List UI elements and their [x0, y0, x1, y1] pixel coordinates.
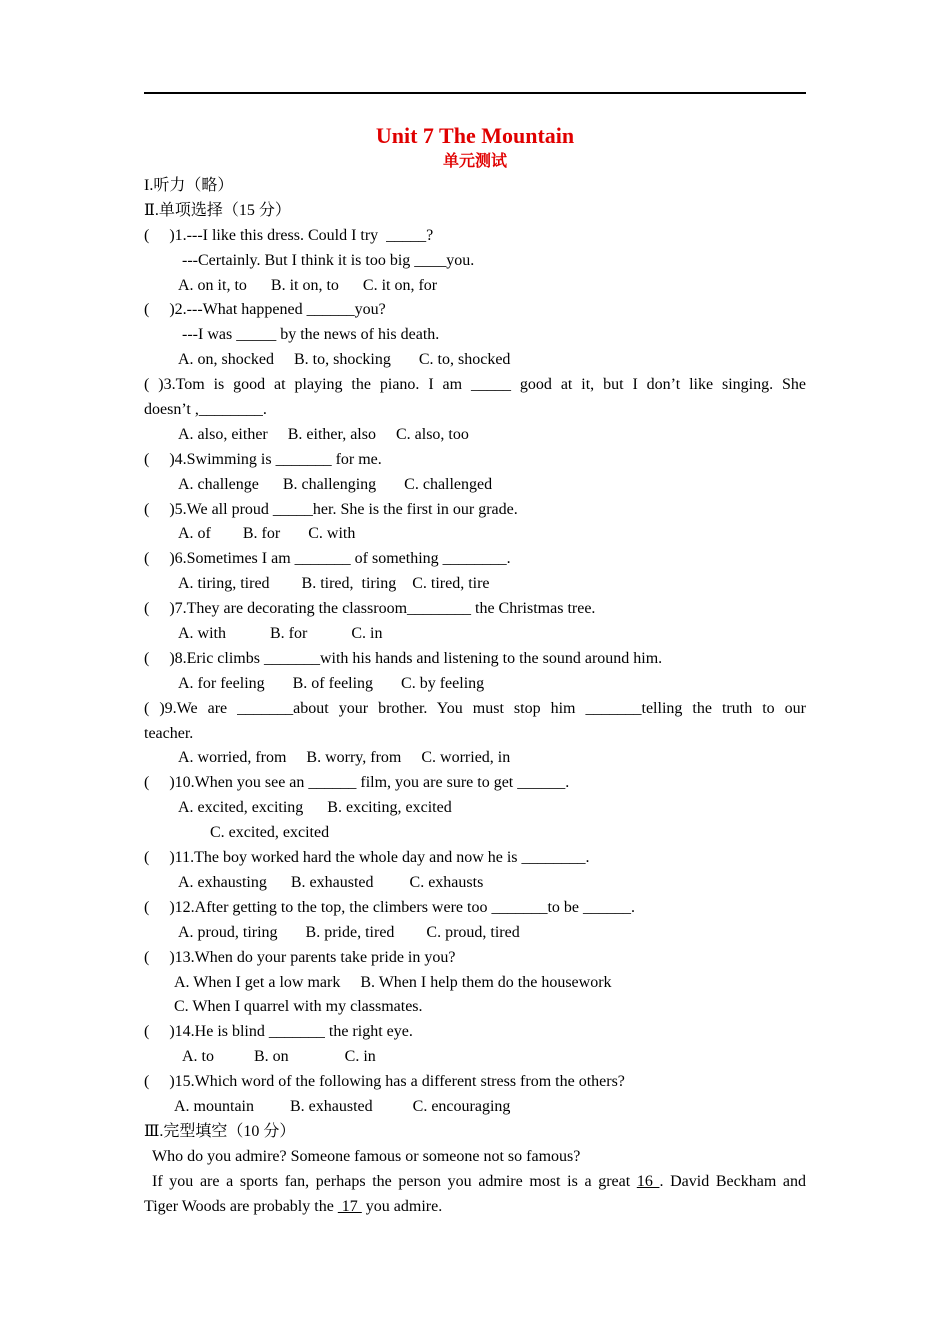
question-10-options-c: C. excited, excited [210, 824, 330, 842]
question-5-stem: ( )5.We all proud _____her. She is the first in our grade. [144, 500, 518, 518]
question-8-stem: ( )8.Eric climbs _______with his hands and listening to the sound around him. [144, 649, 663, 667]
question-13-options-c: C. When I quarrel with my classmates. [174, 998, 423, 1016]
question-3-stem-cont: doesn’t ,________. [144, 401, 267, 419]
question-14-stem: ( )14.He is blind _______ the right eye. [144, 1023, 413, 1041]
question-11-stem: ( )11.The boy worked hard the whole day and now he is ________. [144, 849, 590, 867]
question-4-stem: ( )4.Swimming is _______ for me. [144, 450, 382, 468]
page-subtitle: 单元测试 [442, 153, 507, 170]
question-10-options-ab: A. excited, exciting B. exciting, excited [178, 799, 452, 817]
question-12-stem: ( )12.After getting to the top, the climbers were too _______to be ______. [144, 898, 636, 916]
cloze-text: If you are a sports fan, perhaps the person you admire most is a great [152, 1172, 637, 1190]
question-15-options: A. mountain B. exhausted C. encouraging [174, 1097, 511, 1115]
exam-content [144, 174, 806, 1219]
question-11-options: A. exhausting B. exhausted C. exhausts [178, 873, 484, 891]
header-rule [144, 92, 806, 94]
question-3-options: A. also, either B. either, also C. also, too [178, 425, 469, 443]
section-multiple-choice: Ⅱ.单项选择（15 分） [144, 201, 291, 219]
page-title: Unit 7 The Mountain [375, 123, 575, 148]
question-6-stem: ( )6.Sometimes I am _______ of something ________. [144, 550, 511, 568]
question-2-stem: ( )2.---What happened ______you? [144, 301, 386, 319]
question-1-stem: ( )1.---I like this dress. Could I try _____? [144, 226, 434, 244]
question-8-options: A. for feeling B. of feeling C. by feeling [178, 674, 485, 692]
blank-16: 16 [636, 1172, 660, 1190]
question-1-options: A. on it, to B. it on, to C. it on, for [178, 276, 438, 294]
question-3-stem: ( )3.Tom is good at playing the piano. I am _____ good at it, but I don’t like singing. She [144, 376, 806, 394]
question-1-reply: ---Certainly. But I think it is too big ____you. [182, 251, 475, 269]
question-9-options: A. worried, from B. worry, from C. worried, in [178, 749, 511, 767]
question-12-options: A. proud, tiring B. pride, tired C. proud, tired [178, 923, 520, 941]
question-14-options: A. to B. on C. in [182, 1048, 376, 1066]
cloze-paragraph-line-3 [144, 1195, 806, 1220]
question-2-reply: ---I was _____ by the news of his death. [182, 326, 440, 344]
question-2-options: A. on, shocked B. to, shocking C. to, shocked [178, 351, 511, 369]
cloze-text: Tiger Woods are probably the [144, 1197, 338, 1215]
cloze-text: . David Beckham and [659, 1172, 806, 1190]
cloze-paragraph-line-2 [144, 1170, 806, 1195]
section-listening: I.听力（略） [144, 177, 234, 194]
question-13-options-ab: A. When I get a low mark B. When I help them do the housework [174, 973, 612, 991]
section-cloze: Ⅲ.完型填空（10 分） [144, 1122, 296, 1140]
question-4-options: A. challenge B. challenging C. challenged [178, 475, 493, 493]
cloze-paragraph-line-1: Who do you admire? Someone famous or someone not so famous? [152, 1147, 581, 1165]
question-10-stem: ( )10.When you see an ______ film, you are sure to get ______. [144, 774, 570, 792]
question-6-options: A. tiring, tired B. tired, tiring C. tired, tire [178, 575, 490, 593]
question-7-options: A. with B. for C. in [178, 625, 383, 643]
question-5-options: A. of B. for C. with [178, 525, 356, 543]
blank-17: 17 [337, 1197, 362, 1215]
question-9-stem: ( )9.We are _______about your brother. You must stop him _______telling the truth to our [144, 699, 806, 717]
question-9-stem-cont: teacher. [144, 724, 194, 742]
question-13-stem: ( )13.When do your parents take pride in you? [144, 948, 456, 966]
question-7-stem: ( )7.They are decorating the classroom________ the Christmas tree. [144, 600, 596, 618]
cloze-text: you admire. [361, 1197, 443, 1215]
question-15-stem: ( )15.Which word of the following has a different stress from the others? [144, 1073, 625, 1091]
